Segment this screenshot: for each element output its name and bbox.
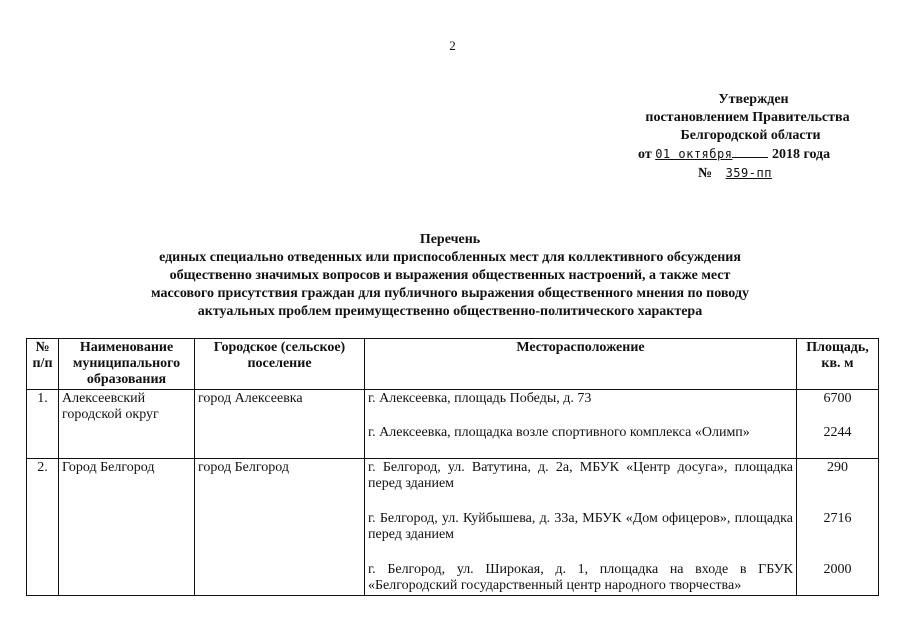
- table-header-row: [27, 339, 879, 390]
- area-value: 290: [827, 460, 848, 475]
- approval-date-line: [620, 145, 875, 164]
- approval-block: [620, 91, 875, 183]
- row-settlement: город Алексеевка: [195, 390, 365, 459]
- number-prefix: №: [698, 166, 713, 181]
- title-line-2: общественно значимых вопросов и выражения общественных настроений, а также мест: [169, 268, 731, 283]
- area-value: 2000: [823, 562, 852, 577]
- header-location: Месторасположение: [365, 339, 797, 390]
- row-areas: [797, 390, 879, 459]
- location-entry: г. Белгород, ул. Ватутина, д. 2а, МБУК «Центр досуга», площадка перед зданием: [368, 460, 793, 491]
- header-num: № п/п: [27, 339, 59, 390]
- header-settlement: Городское (сельское) поселение: [195, 339, 365, 390]
- approval-line-approved: Утвержден: [718, 92, 789, 107]
- area-value: 2244: [823, 425, 852, 440]
- document-title: [60, 231, 840, 321]
- location-entry: г. Алексеевка, площадь Победы, д. 73: [368, 391, 592, 406]
- row-num: 1.: [27, 390, 59, 459]
- row-areas: [797, 459, 879, 596]
- area-value: 6700: [823, 391, 852, 406]
- location-entry: г. Белгород, ул. Куйбышева, д. 33а, МБУК «Дом офицеров», площадка перед зданием: [368, 511, 793, 542]
- title-line-1: единых специально отведенных или приспособленных мест для коллективного обсуждения: [159, 250, 741, 265]
- date-suffix: 2018 года: [771, 147, 831, 162]
- header-area: Площадь, кв. м: [797, 339, 879, 390]
- row-municipality: Алексеевский городской округ: [59, 390, 195, 459]
- date-prefix: от: [638, 147, 652, 162]
- location-entry: г. Белгород, ул. Широкая, д. 1, площадка на входе в ГБУК «Белгородский государственный центр народного творчества»: [368, 562, 793, 593]
- table-row: [27, 459, 879, 596]
- area-value: 2716: [823, 511, 852, 526]
- title-line-4: актуальных проблем преимущественно общественно-политического характера: [197, 304, 703, 319]
- page-number: 2: [449, 38, 456, 53]
- row-settlement: город Белгород: [195, 459, 365, 596]
- header-municipality: Наименование муниципального образования: [59, 339, 195, 390]
- approval-line-resolution: постановлением Правительства: [645, 110, 850, 125]
- handwritten-number: 359-пп: [725, 166, 772, 180]
- approval-number-line: [620, 164, 875, 183]
- places-table: [26, 338, 879, 596]
- title-line-3: массового присутствия граждан для публичного выражения общественного мнения по поводу: [151, 286, 749, 301]
- location-entry: г. Алексеевка, площадка возле спортивного комплекса «Олимп»: [368, 425, 750, 440]
- table-row: [27, 390, 879, 459]
- title-heading: Перечень: [419, 232, 481, 247]
- row-num: 2.: [27, 459, 59, 596]
- row-locations: [365, 459, 797, 596]
- row-locations: [365, 390, 797, 459]
- approval-line-region: Белгородской области: [680, 128, 821, 143]
- row-municipality: Город Белгород: [59, 459, 195, 596]
- date-fill-line: [732, 145, 768, 158]
- handwritten-date: 01 октября: [655, 147, 733, 161]
